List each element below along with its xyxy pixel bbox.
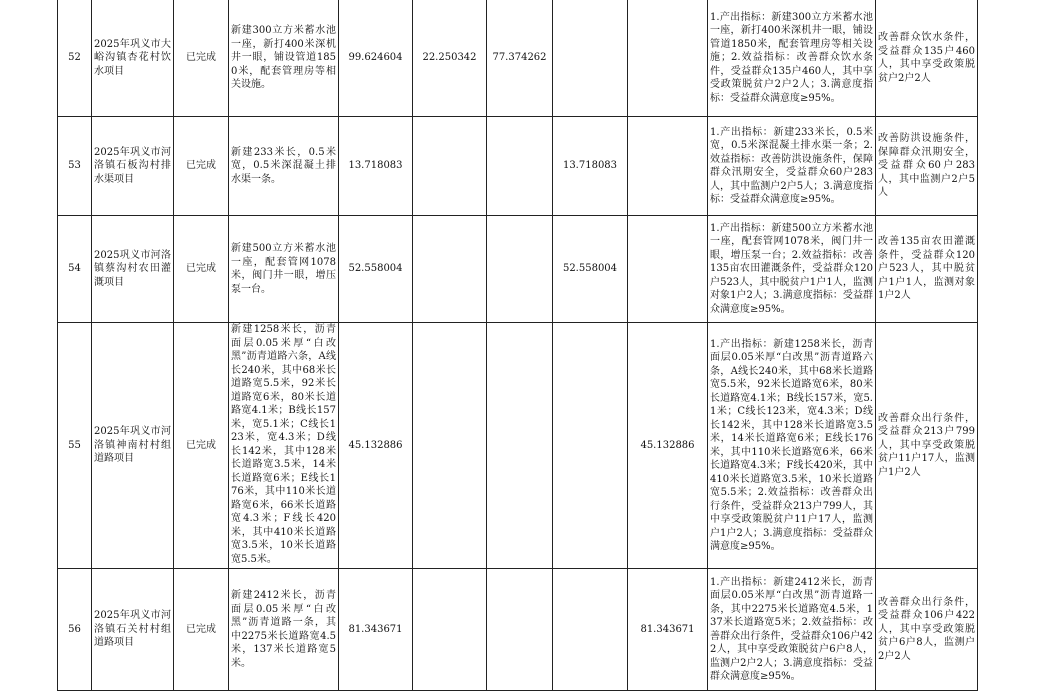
funds-col-8 [553, 569, 628, 691]
row-number: 54 [58, 216, 92, 323]
performance-goals: 1.产出指标：新建2412米长，沥青面层0.05米厚“白改黑”沥青道路一条，其中2275米长道路宽4.5米，137米长道路宽5米；2.效益指标：改善群众出行条件，受益群众106户422人，其中享受政策脱贫户6户8人，监测户2户2人；3.满意度指标：受益群众满意度≥95%。 [708, 569, 876, 691]
funds-col-8 [553, 323, 628, 569]
table-row [58, 117, 978, 216]
funds-col-7 [487, 117, 553, 216]
project-name: 2025年巩义市大峪沟镇杏花村饮水项目 [92, 0, 174, 117]
total-funds: 45.132886 [339, 323, 413, 569]
funds-col-8: 52.558004 [553, 216, 628, 323]
table-row [58, 323, 978, 569]
funds-col-6 [413, 216, 487, 323]
funds-col-6 [413, 117, 487, 216]
construction-content [229, 323, 339, 569]
benefit-mechanism: 改善群众出行条件，受益群众213户799人，其中享受政策脱贫户11户17人，监测户1户2人 [876, 323, 978, 569]
funds-col-9: 45.132886 [628, 323, 708, 569]
construction-content: 新建500立方米蓄水池一座，配套管网1078米，阀门井一眼，增压泵一台。 [229, 216, 339, 323]
funds-col-6: 22.250342 [413, 0, 487, 117]
row-number: 55 [58, 323, 92, 569]
total-funds: 99.624604 [339, 0, 413, 117]
funds-col-7: 77.374262 [487, 0, 553, 117]
table-row [58, 0, 978, 117]
funds-col-9 [628, 117, 708, 216]
project-status: 已完成 [174, 569, 229, 691]
project-name: 2025巩义市河洛镇蔡沟村农田灌溉项目 [92, 216, 174, 323]
funds-col-7 [487, 216, 553, 323]
project-status: 已完成 [174, 323, 229, 569]
benefit-mechanism: 改善群众出行条件，受益群众106户422人，其中享受政策脱贫户6户8人，监测户2户2人 [876, 569, 978, 691]
construction-content: 新建2412米长，沥青面层0.05米厚“白改黑”沥青道路一条，其中2275米长道路宽4.5米，137米长道路宽5米。 [229, 569, 339, 691]
funds-col-6 [413, 323, 487, 569]
row-number: 52 [58, 0, 92, 117]
performance-goals: 1.产出指标：新建233米长，0.5米宽，0.5米深混凝土排水渠一条；2.效益指标：改善防洪设施条件，保障群众汛期安全，受益群众60户283人，其中监测户2户5人；3.满意度指标：受益群众满意度≥95%。 [708, 117, 876, 216]
project-name: 2025年巩义市河洛镇石板沟村排水渠项目 [92, 117, 174, 216]
funds-col-7 [487, 569, 553, 691]
total-funds: 13.718083 [339, 117, 413, 216]
performance-goals: 1.产出指标：新建1258米长，沥青面层0.05米厚“白改黑”沥青道路六条，A线长240米，其中68米长道路宽5.5米，92米长道路宽6米，80米长道路宽4.1米；B线长157米，宽5.1米；C线长123米，宽4.3米；D线长142米，其中128米长道路宽3.5米，14米长道路宽6米；E线长176米，其中110米长道路宽6米，66米长道路宽4.3米；F线长420米，其中410米长道路宽3.5米，10米长道路宽5.5米；2.效益指标：改善群众出行条件，受益群众213户799人，其中享受政策脱贫户11户17人，监测户1户2人；3.满意度指标：受益群众满意度≥95%。 [708, 323, 876, 569]
project-status: 已完成 [174, 0, 229, 117]
table-row [58, 216, 978, 323]
table-row [58, 569, 978, 691]
benefit-mechanism: 改善群众饮水条件，受益群众135户460人，其中享受政策脱贫户2户2人 [876, 0, 978, 117]
funds-col-9: 81.343671 [628, 569, 708, 691]
funds-col-9 [628, 0, 708, 117]
row-number: 56 [58, 569, 92, 691]
project-status: 已完成 [174, 216, 229, 323]
funds-col-8 [553, 0, 628, 117]
project-name: 2025年巩义市河洛镇神南村村组道路项目 [92, 323, 174, 569]
project-status: 已完成 [174, 117, 229, 216]
project-name: 2025年巩义市河洛镇石关村村组道路项目 [92, 569, 174, 691]
construction-content: 新建300立方米蓄水池一座，新打400米深机井一眼，铺设管道1850米，配套管理房等相关设施。 [229, 0, 339, 117]
benefit-mechanism: 改善135亩农田灌溉条件，受益群众120户523人，其中脱贫户1户1人，监测对象1户2人 [876, 216, 978, 323]
total-funds: 81.343671 [339, 569, 413, 691]
row-number: 53 [58, 117, 92, 216]
funds-col-6 [413, 569, 487, 691]
funds-col-7 [487, 323, 553, 569]
funds-col-8: 13.718083 [553, 117, 628, 216]
benefit-mechanism: 改善防洪设施条件，保障群众汛期安全，受益群众60户283人，其中监测户2户5人 [876, 117, 978, 216]
project-table [57, 0, 978, 691]
performance-goals: 1.产出指标：新建500立方米蓄水池一座，配套管网1078米，阀门井一眼，增压泵一台；2.效益指标：改善135亩农田灌溉条件，受益群众120户523人，其中脱贫户1户1人，监测对象1户2人；3.满意度指标：受益群众满意度≥95%。 [708, 216, 876, 323]
construction-content-text: 新建1258米长，沥青面层0.05米厚“白改黑”沥青道路六条，A线长240米，其中68米长道路宽5.5米，92米长道路宽6米，80米长道路宽4.1米；B线长157米，宽5.1米；C线长123米，宽4.3米；D线长142米，其中128米长道路宽3.5米，14米长道路宽6米；E线长176米，其中110米长道路宽6米，66米长道路宽4.3米；F线长420米，其中410米长道路宽3.5米，10米长道路宽5.5米。 [231, 324, 336, 565]
total-funds: 52.558004 [339, 216, 413, 323]
funds-col-9 [628, 216, 708, 323]
performance-goals: 1.产出指标：新建300立方米蓄水池一座，新打400米深机井一眼，铺设管道1850米，配套管理房等相关设施；2.效益指标：改善群众饮水条件，受益群众135户460人，其中享受政策脱贫户2户2人；3.满意度指标：受益群众满意度≥95%。 [708, 0, 876, 117]
construction-content: 新建233米长，0.5米宽，0.5米深混凝土排水渠一条。 [229, 117, 339, 216]
